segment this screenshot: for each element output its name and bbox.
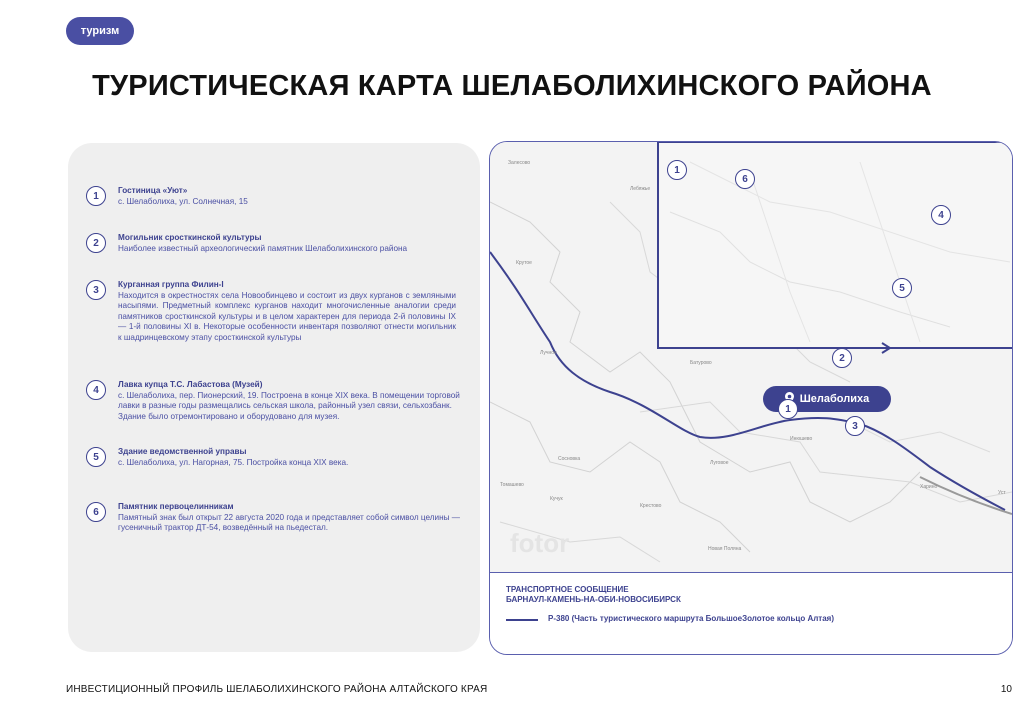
list-item — [86, 233, 466, 254]
svg-text:Лебяжье: Лебяжье — [630, 186, 651, 192]
item-number: 4 — [86, 380, 106, 400]
points-of-interest-panel — [68, 143, 480, 652]
svg-text:Томашево: Томашево — [500, 482, 524, 488]
list-item — [86, 380, 478, 422]
page-title: ТУРИСТИЧЕСКАЯ КАРТА ШЕЛАБОЛИХИНСКОГО РАЙОНА — [92, 70, 932, 102]
item-text — [118, 447, 348, 468]
item-text — [118, 280, 456, 343]
item-text — [118, 186, 248, 207]
route-line-swatch — [506, 619, 538, 621]
item-number: 1 — [86, 186, 106, 206]
item-description: с. Шелаболиха, ул. Нагорная, 75. Постройка конца XIX века. — [118, 457, 349, 467]
item-description: Наиболее известный археологический памятник Шелаболихинского района — [118, 243, 408, 253]
item-description: с. Шелаболиха, ул. Солнечная, 15 — [118, 196, 248, 206]
item-title: Памятник первоцелинникам — [118, 502, 234, 511]
map-marker-6[interactable]: 6 — [735, 169, 755, 189]
svg-text:Сосновка: Сосновка — [558, 456, 581, 462]
list-item — [86, 447, 466, 468]
item-title: Гостиница «Уют» — [118, 186, 188, 195]
item-text — [118, 380, 478, 422]
list-item — [86, 186, 466, 207]
pin-label: Шелаболиха — [799, 393, 870, 405]
legend-route-label: Р-380 (Часть туристического маршрута БольшоеЗолотое кольцо Алтая) — [548, 614, 835, 623]
svg-text:fotor: fotor — [510, 528, 570, 558]
svg-text:Уст: Уст — [998, 490, 1006, 496]
item-description: с. Шелаболиха, пер. Пионерский, 19. Построена в конце XIX века. В помещении торговой лавки в разные годы размещались сельская школа, районный узел связи, сельхозбанк. Здание было отремонтировано и оборудовано для музея. — [118, 390, 460, 421]
svg-text:Новая Поляна: Новая Поляна — [708, 546, 742, 552]
svg-text:Лучное: Лучное — [540, 350, 557, 356]
map-marker-3[interactable]: 3 — [845, 416, 865, 436]
item-description: Находится в окрестностях села Новообинцево и состоит из двух курганов с земляными насыпями. Предметный комплекс курганов находит многочисленные аналогии среди памятников сросткинской культуры и в целом характерен для периода 2-й половины IX — 1-й половины XI в. Некоторые особенности инвентаря позволяют отнести могильник к шадринцевскому этапу сросткинской культуры — [118, 290, 456, 342]
map-legend — [490, 572, 1012, 655]
map-marker-1[interactable]: 1 — [667, 160, 687, 180]
map-marker-1-pin[interactable]: 1 — [778, 399, 798, 419]
svg-text:Инюшево: Инюшево — [790, 436, 813, 442]
item-number: 6 — [86, 502, 106, 522]
map-marker-4[interactable]: 4 — [931, 205, 951, 225]
page-number: 10 — [1000, 684, 1012, 695]
list-item — [86, 280, 456, 343]
item-title: Лавка купца Т.С. Лабастова (Музей) — [118, 380, 263, 389]
list-item — [86, 502, 466, 534]
item-text — [118, 502, 463, 534]
footer-text: ИНВЕСТИЦИОННЫЙ ПРОФИЛЬ ШЕЛАБОЛИХИНСКОГО РАЙОНА АЛТАЙСКОГО КРАЯ — [66, 684, 488, 695]
map-marker-5[interactable]: 5 — [892, 278, 912, 298]
svg-text:Залесово: Залесово — [508, 160, 531, 166]
item-text — [118, 233, 407, 254]
svg-text:Крутое: Крутое — [516, 260, 532, 266]
svg-text:Батурово: Батурово — [690, 360, 712, 366]
svg-text:Крестово: Крестово — [640, 503, 662, 509]
item-description: Памятный знак был открыт 22 августа 2020 года и представляет собой символ целины — гусеничный трактор ДТ-54, возведённый на пьедестал. — [118, 512, 460, 532]
svg-text:Луговое: Луговое — [710, 460, 729, 466]
map-marker-2[interactable]: 2 — [832, 348, 852, 368]
tourist-map[interactable] — [489, 141, 1013, 655]
legend-title: ТРАНСПОРТНОЕ СООБЩЕНИЕ БАРНАУЛ-КАМЕНЬ-НА-ОБИ-НОВОСИБИРСК — [506, 585, 681, 604]
item-number: 5 — [86, 447, 106, 467]
item-number: 2 — [86, 233, 106, 253]
svg-text:Кучук: Кучук — [550, 496, 563, 502]
item-title: Курганная группа Филин-I — [118, 280, 224, 289]
item-title: Здание ведомственной управы — [118, 447, 247, 456]
item-number: 3 — [86, 280, 106, 300]
category-tag: туризм — [66, 17, 134, 45]
item-title: Могильник сросткинской культуры — [118, 233, 262, 242]
svg-text:Харино: Харино — [920, 484, 938, 490]
